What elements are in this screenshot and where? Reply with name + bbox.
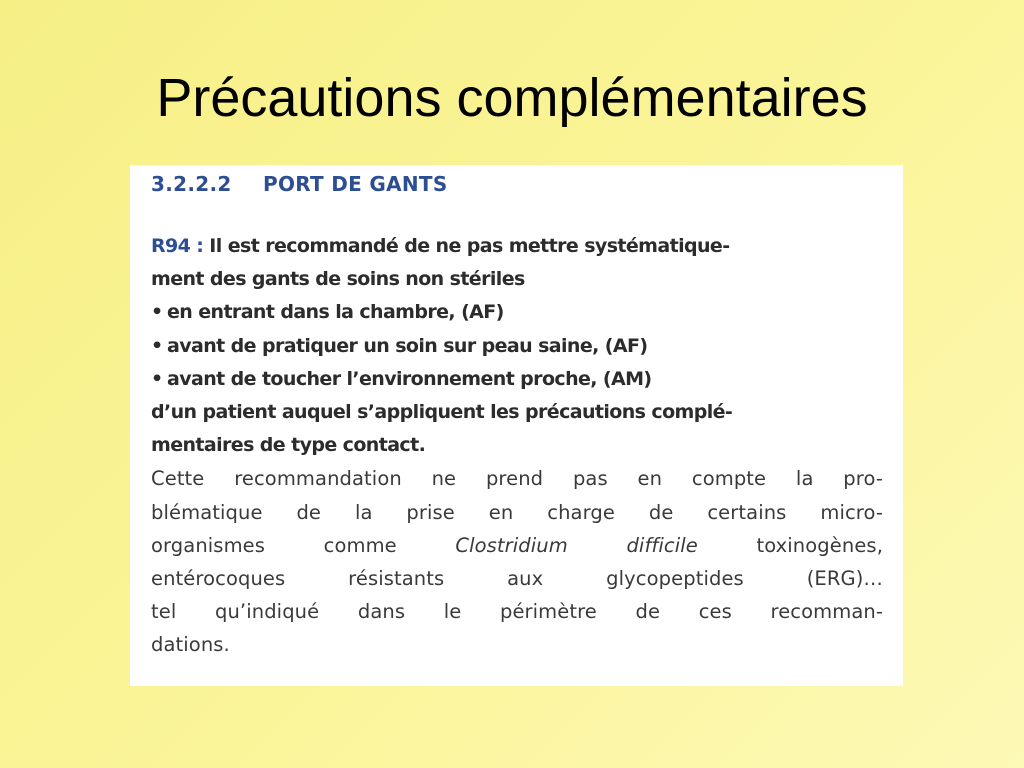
bullet-item-3: [151, 363, 883, 396]
bullet-marker: •: [151, 301, 163, 324]
comment-line-5: tel qu’indiqué dans le périmètre de ces recomman-: [151, 600, 883, 624]
comment-line-1: Cette recommandation ne prend pas en compte la pro-: [151, 467, 883, 491]
recommendation-intro-2: ment des gants de soins non stériles: [151, 268, 525, 291]
comment-line-4: entérocoques résistants aux glycopeptides (ERG)…: [151, 566, 883, 590]
bullet-text: avant de toucher l’environnement proche,: [167, 367, 603, 390]
comment-line-3-end: toxinogènes,: [697, 533, 883, 557]
evidence-grade: (AF): [604, 334, 648, 357]
section-number: 3.2.2.2: [151, 172, 232, 196]
organism-name: Clostridium difficile: [455, 533, 698, 557]
comment-line-2: blématique de la prise en charge de certains micro-: [151, 500, 883, 524]
spacer: [151, 199, 883, 230]
recommendation-line-1: [151, 230, 883, 263]
evidence-grade: (AF): [461, 301, 504, 324]
recommendation-label: R94 :: [151, 235, 204, 257]
slide-title: Précautions complémentaires: [156, 68, 868, 128]
bullet-marker: •: [151, 367, 163, 390]
evidence-grade: (AM): [602, 367, 652, 390]
document-excerpt: [130, 165, 903, 686]
comment-line-6: dations.: [151, 633, 230, 657]
bullet-item-1: [151, 296, 883, 329]
comment-line-3-start: organismes comme: [151, 533, 456, 557]
section-heading: [151, 171, 883, 199]
bullet-marker: •: [151, 334, 163, 357]
bullet-text: en entrant dans la chambre,: [167, 301, 462, 324]
bullet-item-2: [151, 330, 883, 363]
comment-line-3: [151, 529, 883, 562]
section-title: PORT DE GANTS: [263, 172, 448, 196]
recommendation-outro-1: d’un patient auquel s’appliquent les précautions complé-: [151, 400, 733, 423]
recommendation-outro-2: mentaires de type contact.: [151, 434, 426, 457]
bullet-text: avant de pratiquer un soin sur peau saine,: [167, 334, 605, 357]
recommendation-intro-1: Il est recommandé de ne pas mettre systématique-: [203, 235, 730, 257]
